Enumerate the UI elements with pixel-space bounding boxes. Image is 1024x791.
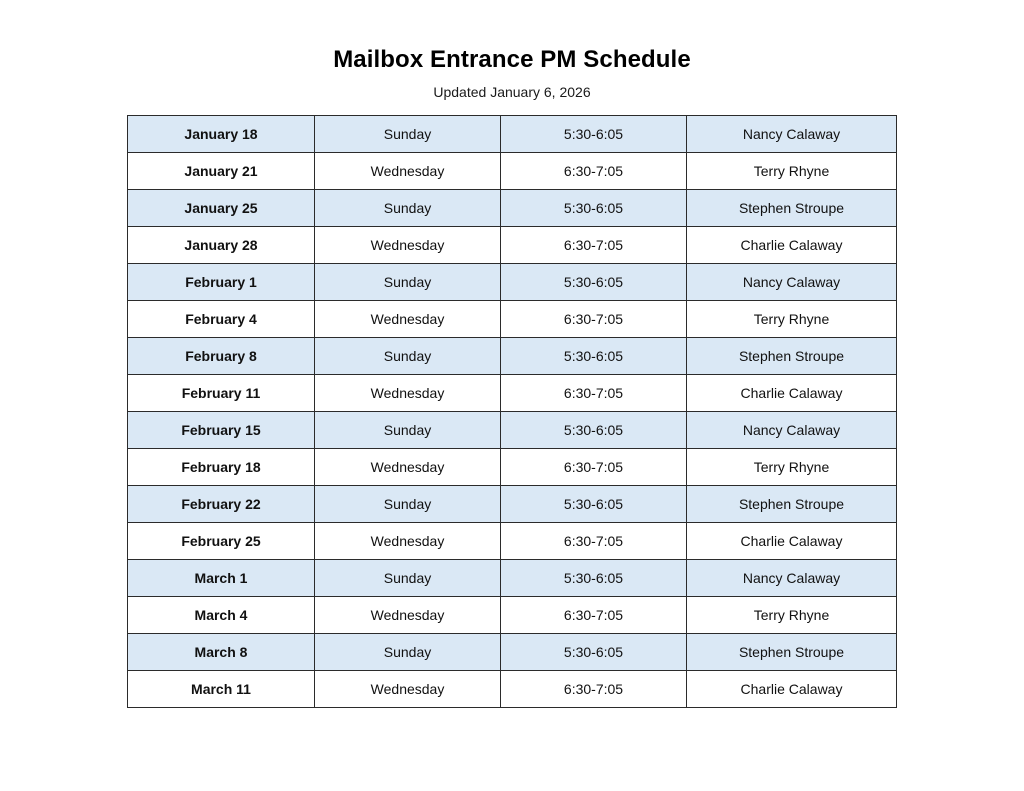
time-cell: 5:30-6:05	[501, 486, 687, 523]
page-title: Mailbox Entrance PM Schedule	[333, 46, 691, 73]
table-row	[128, 634, 897, 671]
time-cell: 6:30-7:05	[501, 671, 687, 708]
time-cell: 6:30-7:05	[501, 597, 687, 634]
table-row	[128, 153, 897, 190]
date-cell: February 22	[128, 486, 315, 523]
date-cell: January 18	[128, 116, 315, 153]
table-row	[128, 671, 897, 708]
table-row	[128, 523, 897, 560]
day-cell: Sunday	[315, 116, 501, 153]
schedule-table	[127, 115, 897, 708]
time-cell: 5:30-6:05	[501, 634, 687, 671]
time-cell: 6:30-7:05	[501, 449, 687, 486]
name-cell: Nancy Calaway	[687, 560, 897, 597]
time-cell: 5:30-6:05	[501, 412, 687, 449]
time-cell: 6:30-7:05	[501, 375, 687, 412]
time-cell: 6:30-7:05	[501, 523, 687, 560]
name-cell: Charlie Calaway	[687, 523, 897, 560]
day-cell: Wednesday	[315, 153, 501, 190]
name-cell: Nancy Calaway	[687, 264, 897, 301]
table-row	[128, 597, 897, 634]
day-cell: Sunday	[315, 560, 501, 597]
date-cell: January 25	[128, 190, 315, 227]
table-row	[128, 338, 897, 375]
day-cell: Sunday	[315, 634, 501, 671]
date-cell: January 28	[128, 227, 315, 264]
table-row	[128, 264, 897, 301]
name-cell: Charlie Calaway	[687, 227, 897, 264]
day-cell: Wednesday	[315, 449, 501, 486]
name-cell: Terry Rhyne	[687, 449, 897, 486]
day-cell: Wednesday	[315, 375, 501, 412]
day-cell: Wednesday	[315, 597, 501, 634]
date-cell: February 8	[128, 338, 315, 375]
table-row	[128, 227, 897, 264]
table-row	[128, 116, 897, 153]
table-row	[128, 449, 897, 486]
date-cell: February 1	[128, 264, 315, 301]
name-cell: Terry Rhyne	[687, 301, 897, 338]
name-cell: Stephen Stroupe	[687, 190, 897, 227]
date-cell: March 1	[128, 560, 315, 597]
date-cell: February 4	[128, 301, 315, 338]
time-cell: 5:30-6:05	[501, 338, 687, 375]
day-cell: Wednesday	[315, 227, 501, 264]
table-row	[128, 301, 897, 338]
name-cell: Stephen Stroupe	[687, 634, 897, 671]
date-cell: March 8	[128, 634, 315, 671]
date-cell: February 25	[128, 523, 315, 560]
name-cell: Stephen Stroupe	[687, 338, 897, 375]
table-row	[128, 560, 897, 597]
time-cell: 6:30-7:05	[501, 227, 687, 264]
table-row	[128, 190, 897, 227]
day-cell: Sunday	[315, 338, 501, 375]
name-cell: Charlie Calaway	[687, 375, 897, 412]
day-cell: Sunday	[315, 264, 501, 301]
name-cell: Stephen Stroupe	[687, 486, 897, 523]
date-cell: February 15	[128, 412, 315, 449]
time-cell: 5:30-6:05	[501, 116, 687, 153]
day-cell: Wednesday	[315, 301, 501, 338]
day-cell: Sunday	[315, 412, 501, 449]
time-cell: 6:30-7:05	[501, 153, 687, 190]
name-cell: Nancy Calaway	[687, 116, 897, 153]
day-cell: Sunday	[315, 486, 501, 523]
date-cell: February 18	[128, 449, 315, 486]
time-cell: 5:30-6:05	[501, 560, 687, 597]
date-cell: February 11	[128, 375, 315, 412]
name-cell: Terry Rhyne	[687, 153, 897, 190]
date-cell: January 21	[128, 153, 315, 190]
table-row	[128, 412, 897, 449]
day-cell: Sunday	[315, 190, 501, 227]
day-cell: Wednesday	[315, 671, 501, 708]
table-row	[128, 375, 897, 412]
time-cell: 6:30-7:05	[501, 301, 687, 338]
time-cell: 5:30-6:05	[501, 190, 687, 227]
table-row	[128, 486, 897, 523]
time-cell: 5:30-6:05	[501, 264, 687, 301]
name-cell: Nancy Calaway	[687, 412, 897, 449]
updated-date: Updated January 6, 2026	[433, 84, 591, 100]
day-cell: Wednesday	[315, 523, 501, 560]
date-cell: March 11	[128, 671, 315, 708]
name-cell: Charlie Calaway	[687, 671, 897, 708]
name-cell: Terry Rhyne	[687, 597, 897, 634]
date-cell: March 4	[128, 597, 315, 634]
